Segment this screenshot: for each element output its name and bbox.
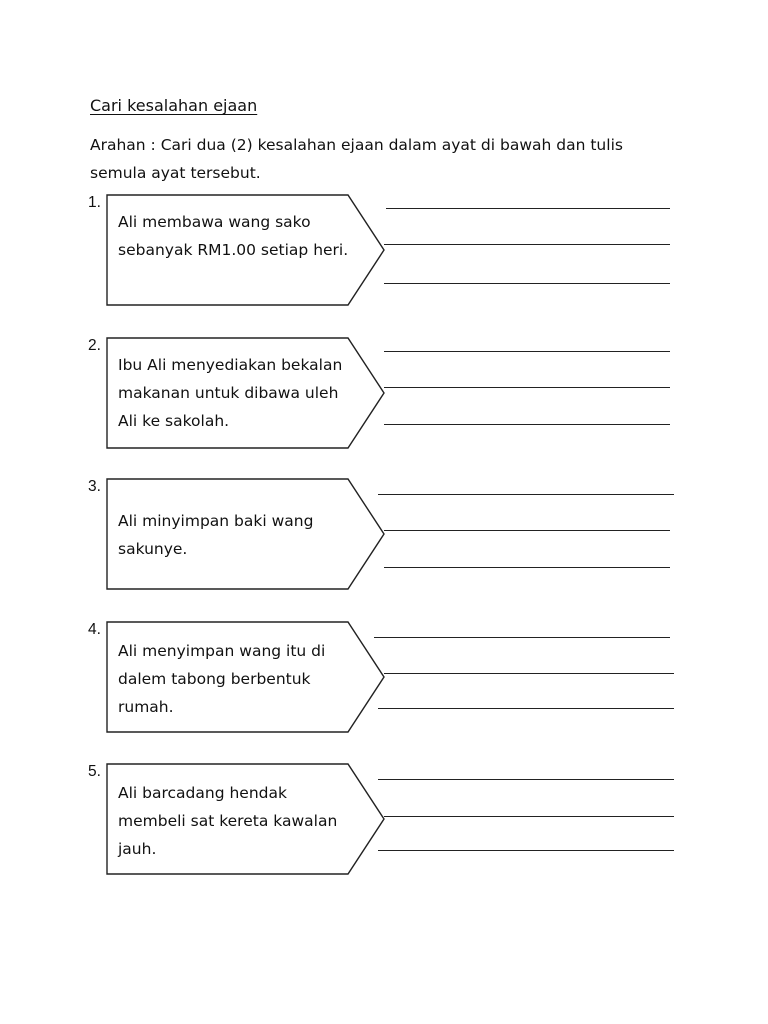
question-item-3 xyxy=(88,478,688,590)
worksheet-title: Cari kesalahan ejaan xyxy=(90,96,258,115)
answer-line-3[interactable] xyxy=(384,283,670,284)
answer-line-3[interactable] xyxy=(378,708,674,709)
question-number: 1. xyxy=(88,194,101,211)
question-sentence: Ali barcadang hendak membeli sat kereta kawalan jauh. xyxy=(118,784,338,858)
answer-line-1[interactable] xyxy=(386,208,670,209)
question-number: 3. xyxy=(88,478,101,495)
answer-line-3[interactable] xyxy=(384,567,670,568)
question-item-2 xyxy=(88,337,688,449)
answer-line-1[interactable] xyxy=(378,779,674,780)
answer-line-2[interactable] xyxy=(384,673,674,674)
question-sentence: Ibu Ali menyediakan bekalan makanan untuk dibawa uleh Ali ke sakolah. xyxy=(118,356,343,430)
answer-line-2[interactable] xyxy=(384,530,670,531)
answer-line-1[interactable] xyxy=(384,351,670,352)
answer-line-2[interactable] xyxy=(384,387,670,388)
question-item-1 xyxy=(88,194,688,306)
question-number: 2. xyxy=(88,337,101,354)
question-sentence: Ali minyimpan baki wang sakunye. xyxy=(118,512,314,558)
question-number: 5. xyxy=(88,763,101,780)
answer-line-3[interactable] xyxy=(384,424,670,425)
question-item-5 xyxy=(88,763,688,875)
question-sentence: Ali menyimpan wang itu di dalem tabong berbentuk rumah. xyxy=(118,642,326,716)
question-sentence: Ali membawa wang sako sebanyak RM1.00 setiap heri. xyxy=(118,213,349,259)
answer-line-2[interactable] xyxy=(384,816,674,817)
answer-line-1[interactable] xyxy=(374,637,670,638)
answer-line-3[interactable] xyxy=(378,850,674,851)
instruction-text: Arahan : Cari dua (2) kesalahan ejaan dalam ayat di bawah dan tulis semula ayat tersebut. xyxy=(90,136,623,182)
question-number: 4. xyxy=(88,621,101,638)
question-item-4 xyxy=(88,621,688,733)
answer-line-1[interactable] xyxy=(378,494,674,495)
answer-line-2[interactable] xyxy=(384,244,670,245)
